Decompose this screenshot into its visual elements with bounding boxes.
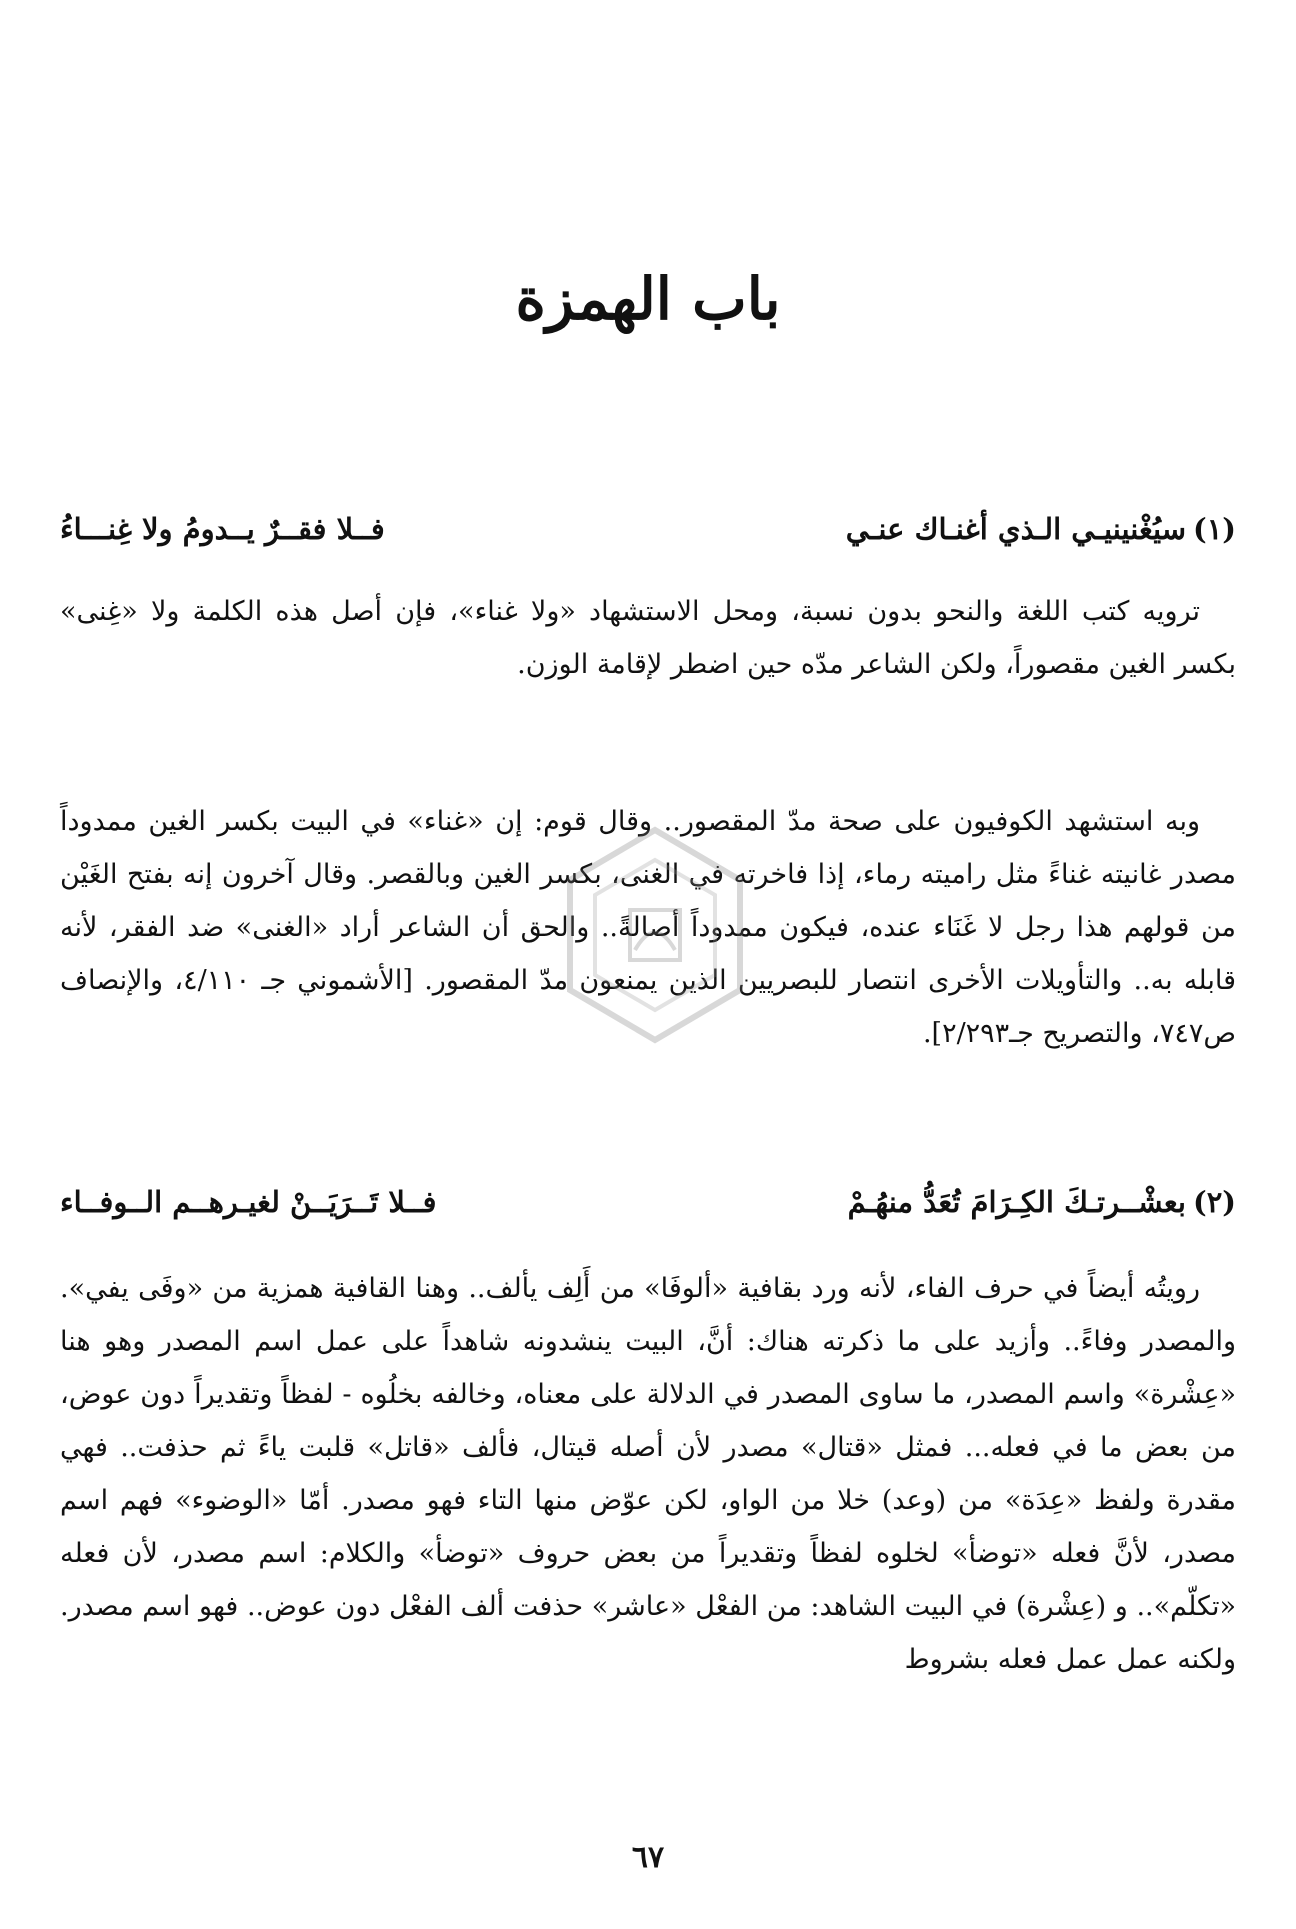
commentary-paragraph-3: رويتُه أيضاً في حرف الفاء، لأنه ورد بقافية «ألوفَا» من أَلِف يألف.. وهنا القافية همزية من «وفَى يفي». والمصدر وفاءً.. وأزيد على ما ذكرته هناك: أنَّ، البيت ينشدونه شاهداً على عمل اسم المصدر وهو هنا «عِشْرة» واسم المصدر، ما ساوى المصدر في الدلالة على معناه، وخالفه بخلُوه - لفظاً وتقديراً دون عوض، من بعض ما في فعله... فمثل «قتال» مصدر لأن أصله قيتال، فألف «قاتل» قلبت ياءً ثم حذفت.. فهي مقدرة ولفظ «عِدَة» من (وعد) خلا من الواو، لكن عوّض منها التاء فهو مصدر. أمّا «الوضوء» فهم اسم مصدر، لأنَّ فعله «توضأ» لخلوه لفظاً وتقديراً من بعض حروف «توضأ» والكلام: اسم مصدر، لأن فعله «تكلّم».. و (عِشْرة) في البيت الشاهد: من الفعْل «عاشر» حذفت ألف الفعْل دون عوض.. فهو اسم مصدر. ولكنه عمل عمل فعله بشروط [60, 1273, 1236, 1675]
verse-hemistich-second: فــلا فقــرٌ يــدومُ ولا غِنـــاءُ [60, 512, 385, 546]
commentary-paragraph-1: ترويه كتب اللغة والنحو بدون نسبة، ومحل الاستشهاد «ولا غناء»، فإن أصل هذه الكلمة ولا «غِنى» بكسر الغين مقصوراً، ولكن الشاعر مدّه حين اضطر لإقامة الوزن. [60, 596, 1236, 680]
verse-hemistich-second: فــلا تَــرَيَــنْ لغيـرهــم الــوفــاء [60, 1185, 437, 1219]
chapter-title: باب الهمزة [515, 265, 781, 333]
verse-number: (٢) [1192, 1185, 1236, 1219]
commentary-paragraph-2: وبه استشهد الكوفيون على صحة مدّ المقصور.. وقال قوم: إن «غناء» في البيت بكسر الغين ممدوداً مصدر غانيته غناءً مثل راميته رماء، إذا فاخرته في الغنى، بكسر الغين وبالقصر. وقال آخرون إنه بفتح الغَيْن من قولهم هذا رجل لا غَنَاء عنده، فيكون ممدوداً أصالةً.. والحق أن الشاعر أراد «الغنى» ضد الفقر، لأنه قابله به.. والتأويلات الأخرى انتصار للبصريين الذين يمنعون مدّ المقصور. [الأشموني جـ ٤/١١٠، والإنصاف ص٧٤٧، والتصريح جـ٢/٢٩٣]. [60, 806, 1236, 1049]
page-number: ٦٧ [631, 1840, 665, 1875]
seal-watermark-icon [540, 820, 770, 1050]
verse-number: (١) [1192, 512, 1236, 546]
verse-hemistich-first: سيُغْنينيـي الـذي أغنـاك عنـي [845, 512, 1186, 546]
verse-hemistich-first: بعشْــرتـكَ الكِـرَامَ تُعَدُّ منهُـمْ [847, 1185, 1186, 1219]
